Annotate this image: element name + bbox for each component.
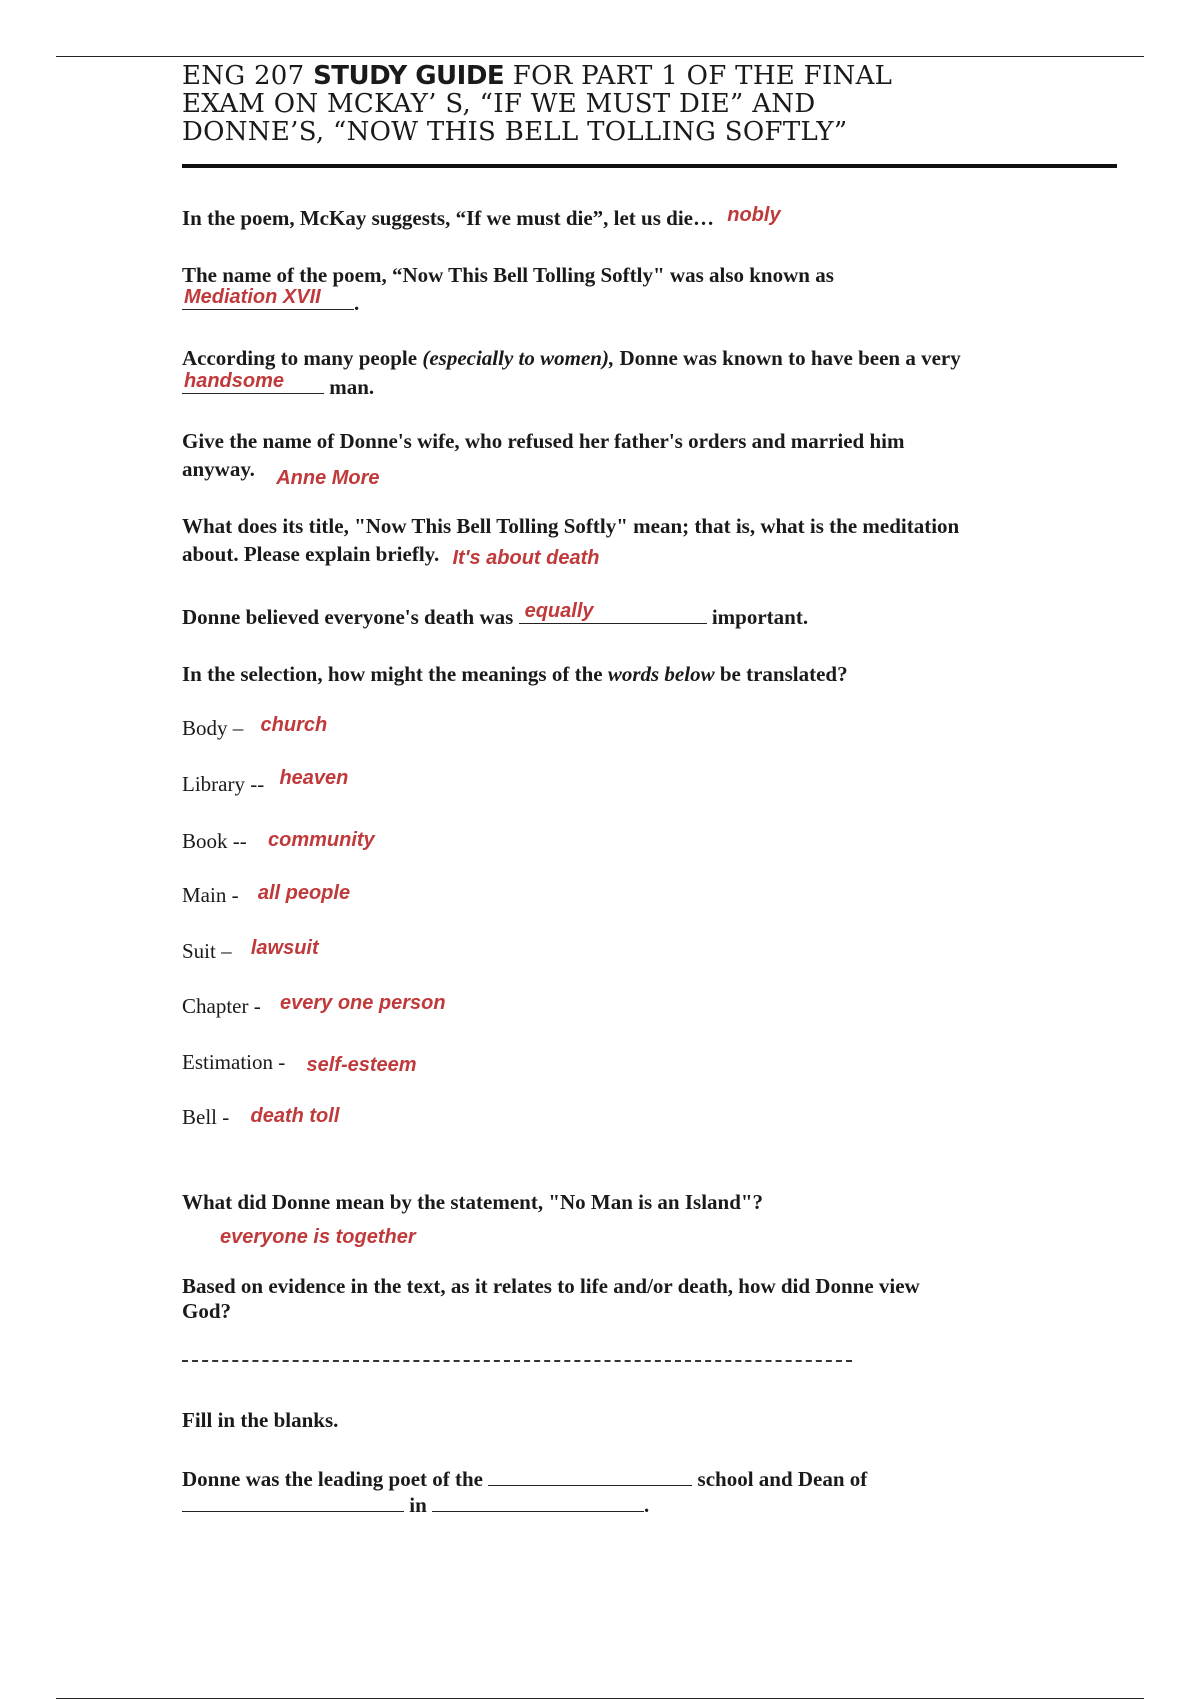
answer-2: Mediation XVII xyxy=(184,286,321,308)
fill-line-1: Donne was the leading poet of the school and Dean of xyxy=(182,1463,1082,1493)
term-answer-bell: death toll xyxy=(250,1105,340,1127)
term-row-book: Book -- community xyxy=(182,829,375,853)
title-line-3: DONNE’S, “NOW THIS BELL TOLLING SOFTLY” xyxy=(182,117,848,147)
term-answer-chapter: every one person xyxy=(279,992,446,1014)
term-answer-main: all people xyxy=(257,882,351,904)
term-row-body: Body – church xyxy=(182,714,328,740)
title-rule xyxy=(182,164,1117,168)
question-1: In the poem, McKay suggests, “If we must die”, let us die… nobly xyxy=(182,204,781,230)
question-8: What did Donne mean by the statement, "No Man is an Island"? xyxy=(182,1190,764,1214)
blank-6 xyxy=(519,601,707,624)
top-rule xyxy=(56,56,1144,57)
question-6: Donne believed everyone's death was equally important. xyxy=(182,601,1082,631)
term-row-bell: Bell - death toll xyxy=(182,1105,340,1129)
question-4-line-2: anyway. Anne More xyxy=(182,457,380,489)
term-row-main: Main - all people xyxy=(182,882,351,907)
bottom-rule xyxy=(56,1698,1144,1699)
term-row-estimation: Estimation - self-esteem xyxy=(182,1050,417,1076)
title-line-1: ENG 207 STUDY GUIDE FOR PART 1 OF THE FINAL xyxy=(182,61,893,91)
fill-blank-3[interactable] xyxy=(432,1489,644,1512)
answer-1: nobly xyxy=(727,204,781,226)
fill-line-2: in . xyxy=(182,1489,1082,1519)
term-row-chapter: Chapter - every one person xyxy=(182,992,446,1018)
term-row-suit: Suit – lawsuit xyxy=(182,937,319,963)
blank-3 xyxy=(182,371,324,394)
question-2: The name of the poem, “Now This Bell Tolling Softly" was also known as xyxy=(182,263,834,287)
answer-4: Anne More xyxy=(276,467,380,489)
term-answer-estimation: self-esteem xyxy=(306,1054,417,1076)
answer-6: equally xyxy=(524,600,594,622)
fill-heading: Fill in the blanks. xyxy=(182,1408,339,1432)
fill-blank-1[interactable] xyxy=(488,1463,692,1486)
dashed-separator xyxy=(182,1360,852,1362)
term-answer-body: church xyxy=(260,714,328,736)
blank-2 xyxy=(182,287,354,310)
term-answer-book: community xyxy=(268,829,375,851)
question-9-line-1: Based on evidence in the text, as it relates to life and/or death, how did Donne view xyxy=(182,1274,920,1298)
question-9-line-2: God? xyxy=(182,1299,232,1323)
term-answer-library: heaven xyxy=(279,767,349,789)
title-line-2: EXAM ON MCKAY’ S, “IF WE MUST DIE” AND xyxy=(182,89,816,119)
title-study-guide: STUDY GUIDE xyxy=(313,61,505,91)
answer-3: handsome xyxy=(184,370,285,392)
document-title xyxy=(182,62,1122,146)
question-5-line-2: about. Please explain briefly. It's about death xyxy=(182,542,600,569)
question-2-answer-line: Mediation XVII . xyxy=(182,287,1082,317)
question-7: In the selection, how might the meanings of the words below be translated? xyxy=(182,662,848,686)
term-row-library: Library -- heaven xyxy=(182,767,349,796)
answer-5: It's about death xyxy=(452,547,600,569)
question-5-line-1: What does its title, "Now This Bell Tolling Softly" mean; that is, what is the meditation xyxy=(182,514,960,538)
answer-8: everyone is together xyxy=(220,1226,416,1248)
term-answer-suit: lawsuit xyxy=(250,937,319,959)
question-4-line-1: Give the name of Donne's wife, who refused her father's orders and married him xyxy=(182,429,905,453)
fill-blank-2[interactable] xyxy=(182,1489,404,1512)
question-3: According to many people (especially to women), Donne was known to have been a very xyxy=(182,346,961,370)
question-3-answer-line: handsome man. xyxy=(182,371,1082,401)
